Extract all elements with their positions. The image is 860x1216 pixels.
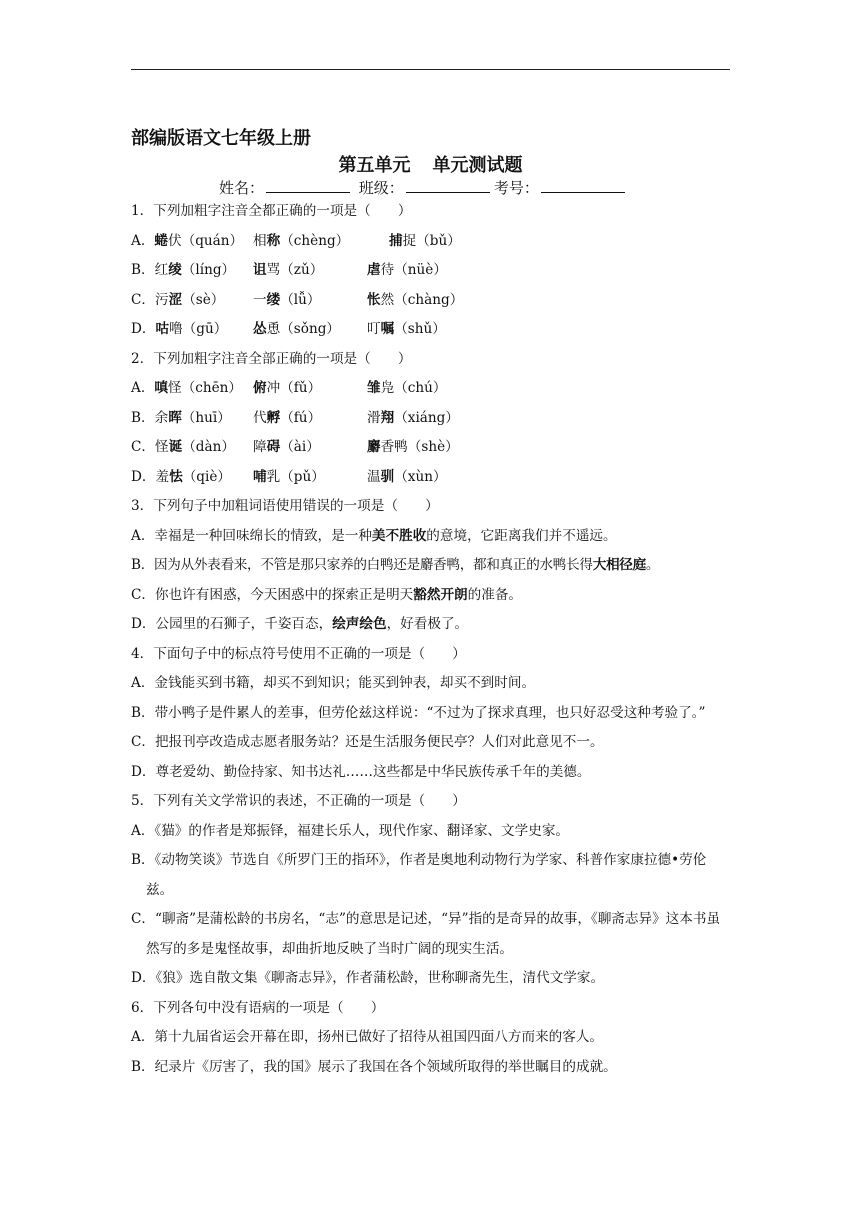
name-blank[interactable] [266, 179, 350, 193]
q5-option-b: B．《动物笑谈》节选自《所罗门王的指环》，作者是奥地利动物行为学家、科普作家康拉德•劳伦兹。 [131, 852, 707, 898]
q4-option-b: B．带小鸭子是件累人的差事，但劳伦兹这样说：“不过为了探求真理，也只好忍受这种考验了。” [131, 704, 706, 721]
q3-option-b: B．因为从外表看来，不管是那只家养的白鸭还是麝香鸭，都和真正的水鸭长得大相径庭。 [131, 557, 660, 573]
title-test: 单元测试题 [432, 155, 523, 176]
q4-stem: 4．下面句子中的标点符号使用不正确的一项是（ ） [131, 645, 466, 662]
page-title [131, 151, 730, 177]
q5-stem: 5．下列有关文学常识的表述，不正确的一项是（ ） [131, 793, 466, 809]
q2-option-b: B．余晖（huī） 代孵（fú） 滑翔（xiáng） [131, 409, 459, 426]
number-blank[interactable] [541, 179, 625, 193]
q1-option-d: D．咕噜（gū） 怂恿（sǒng） 叮嘱（shǔ） [131, 321, 446, 337]
q3-option-d: D．公园里的石狮子，千姿百态，绘声绘色，好看极了。 [131, 616, 469, 632]
q6-option-b: B．纪录片《厉害了，我的国》展示了我国在各个领域所取得的举世瞩目的成就。 [131, 1058, 617, 1075]
q4-option-a: A．金钱能买到书籍，却买不到知识；能买到钟表，却买不到时间。 [131, 675, 536, 691]
student-info [219, 177, 629, 198]
q1-option-c: C．污涩（sè） 一缕（lǚ） 怅然（chàng） [131, 291, 464, 308]
q2-option-d: D．羞怯（qiè） 哺乳（pǔ） 温驯（xùn） [131, 468, 447, 485]
textbook-series: 部编版语文七年级上册 [131, 128, 311, 149]
q2-stem: 2．下列加粗字注音全部正确的一项是（ ） [131, 350, 412, 367]
q3-option-c: C．你也许有困惑，今天困惑中的探索正是明天豁然开朗的准备。 [131, 586, 523, 603]
q1-option-b: B．红绫（líng） 诅骂（zǔ） 虐待（nüè） [131, 262, 447, 278]
q4-option-d: D．尊老爱幼、勤俭持家、知书达礼……这些都是中华民族传承千年的美德。 [131, 763, 591, 780]
q5-option-d: D．《狼》选自散文集《聊斋志异》，作者蒲松龄，世称聊斋先生，清代文学家。 [131, 970, 605, 986]
q5-option-a: A．《猫》的作者是郑振铎，福建长乐人，现代作家、翻译家、文学史家。 [131, 822, 570, 839]
number-label: 考号： [493, 179, 539, 197]
title-unit: 第五单元 [338, 155, 411, 176]
q5-option-c: C．“聊斋”是蒲松龄的书房名，“志”的意思是记述，“异”指的是奇异的故事，《聊斋志异》这本书虽然写的多是鬼怪故事，却曲折地反映了当时广阔的现实生活。 [131, 911, 721, 957]
q3-option-a: A．幸福是一种回味绵长的情致，是一种美不胜收的意境，它距离我们并不遥远。 [131, 527, 617, 544]
name-label: 姓名： [219, 179, 265, 197]
q1-option-a: A．蜷伏（quán） 相称（chèng） 捕捉（bǔ） [131, 232, 461, 249]
q6-stem: 6．下列各句中没有语病的一项是（ ） [131, 999, 385, 1016]
header-rule [131, 69, 730, 70]
q2-option-c: C．怪诞（dàn） 障碍（ài） 麝香鸭（shè） [131, 439, 459, 455]
questions [131, 197, 730, 1082]
class-blank[interactable] [406, 179, 490, 193]
class-label: 班级： [358, 179, 404, 197]
q4-option-c: C．把报刊亭改造成志愿者服务站？还是生活服务便民亭？人们对此意见不一。 [131, 734, 604, 750]
q3-stem: 3．下列句子中加粗词语使用错误的一项是（ ） [131, 498, 439, 514]
q1-stem: 1．下列加粗字注音全都正确的一项是（ ） [131, 203, 412, 219]
q6-option-a: A．第十九届省运会开幕在即，扬州已做好了招待从祖国四面八方而来的客人。 [131, 1029, 604, 1045]
q2-option-a: A．嗔怪（chēn） 俯冲（fǔ） 雏凫（chú） [131, 380, 447, 396]
